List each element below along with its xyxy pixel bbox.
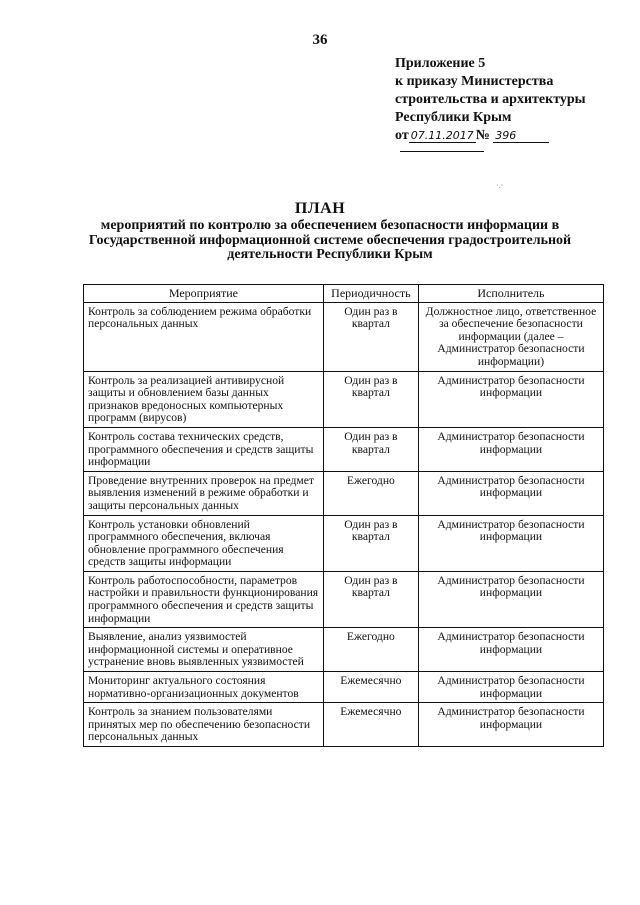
period-cell: Ежегодно	[323, 471, 418, 515]
plan-subtitle: мероприятий по контролю за обеспечением безопасности информации в Государственной информационной системе обеспечения градостроительной деятельности Республики Крым	[88, 218, 572, 262]
period-cell: Ежемесячно	[323, 703, 418, 747]
period-cell: Один раз в квартал	[323, 515, 418, 571]
event-cell: Контроль состава технических средств, программного обеспечения и средств защиты информации	[84, 427, 324, 471]
column-header-executor: Исполнитель	[418, 285, 603, 303]
executor-cell: Администратор безопасности информации	[418, 371, 603, 427]
event-cell: Контроль за соблюдением режима обработки персональных данных	[84, 302, 324, 371]
period-cell: Один раз в квартал	[323, 371, 418, 427]
appendix-line: строительства и архитектуры	[395, 92, 586, 107]
event-cell: Проведение внутренних проверок на предмет выявления изменений в режиме обработки и защиты персональных данных	[84, 471, 324, 515]
appendix-line: Республики Крым	[395, 110, 512, 125]
order-line	[395, 127, 586, 145]
period-cell: Один раз в квартал	[323, 302, 418, 371]
order-date: 07.11.2017	[410, 129, 474, 142]
appendix-line: Приложение 5	[395, 56, 486, 71]
appendix-block	[395, 55, 586, 145]
table-row	[84, 427, 604, 471]
plan-title: ПЛАН	[294, 200, 346, 217]
plan-table	[83, 284, 604, 747]
executor-cell: Администратор безопасности информации	[418, 628, 603, 672]
event-cell: Контроль за реализацией антивирусной защиты и обновлением базы данных признаков вредоносных компьютерных программ (вирусов)	[84, 371, 324, 427]
table-row	[84, 571, 604, 627]
order-number-label: №	[475, 128, 490, 143]
appendix-line: к приказу Министерства	[395, 74, 554, 89]
column-header-period: Периодичность	[323, 285, 418, 303]
event-cell: Контроль за знанием пользователями принятых мер по обеспечению безопасности персональных данных	[84, 703, 324, 747]
column-header-event: Мероприятие	[84, 285, 324, 303]
period-cell: Ежегодно	[323, 628, 418, 672]
event-cell: Контроль работоспособности, параметров настройки и правильности функционирования программного обеспечения и средств защиты информации	[84, 571, 324, 627]
period-cell: Один раз в квартал	[323, 427, 418, 471]
executor-cell: Администратор безопасности информации	[418, 515, 603, 571]
executor-cell: Администратор безопасности информации	[418, 427, 603, 471]
table-row	[84, 628, 604, 672]
table-row	[84, 371, 604, 427]
executor-cell: Администратор безопасности информации	[418, 672, 603, 703]
appendix-divider	[400, 151, 484, 152]
table-row	[84, 672, 604, 703]
order-prefix: от	[395, 128, 409, 143]
executor-cell: Администратор безопасности информации	[418, 703, 603, 747]
page-number: 36	[312, 32, 328, 48]
event-cell: Мониторинг актуального состояния нормативно-организационных документов	[84, 672, 324, 703]
event-cell: Контроль установки обновлений программного обеспечения, включая обновление программного обеспечения средств защиты информации	[84, 515, 324, 571]
executor-cell: Администратор безопасности информации	[418, 571, 603, 627]
order-number: 396	[493, 130, 549, 143]
event-cell: Выявление, анализ уязвимостей информационной системы и оперативное устранение вновь выявленных уязвимостей	[84, 628, 324, 672]
period-cell: Один раз в квартал	[323, 571, 418, 627]
table-row	[84, 515, 604, 571]
table-header-row	[84, 285, 604, 303]
table-row	[84, 302, 604, 371]
table-row	[84, 471, 604, 515]
table-row	[84, 703, 604, 747]
executor-cell: Должностное лицо, ответственное за обеспечение безопасности информации (далее – Администратор безопасности информации)	[418, 302, 603, 371]
period-cell: Ежемесячно	[323, 672, 418, 703]
executor-cell: Администратор безопасности информации	[418, 471, 603, 515]
scan-speck: ·.·	[496, 181, 504, 190]
